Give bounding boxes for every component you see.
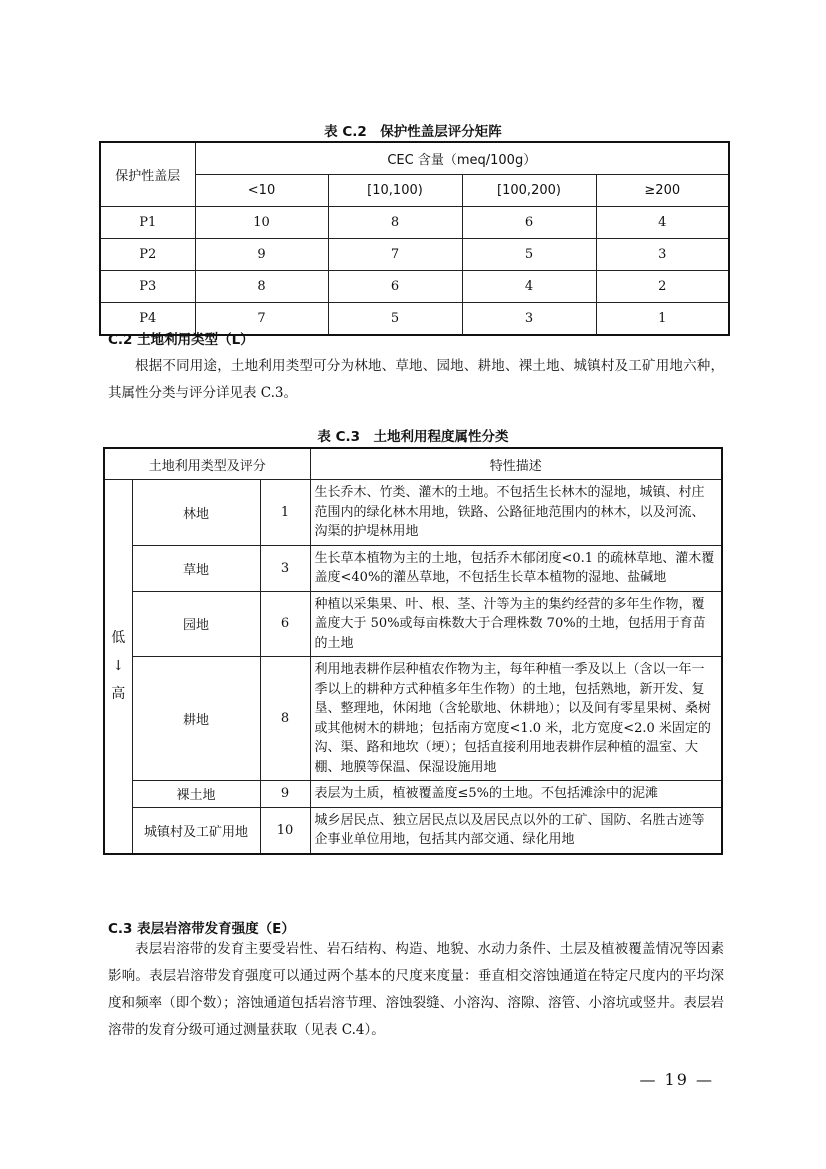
section-c2-paragraph: 根据不同用途，土地利用类型可分为林地、草地、园地、耕地、裸土地、城镇村及工矿用地六种，其属性分类与评分详见表 C.3。 [108,358,724,401]
table-row [100,207,729,239]
land-type: 草地 [132,545,260,591]
table-row [100,271,729,303]
cell-value: 7 [328,239,462,271]
cell-value: 6 [462,207,596,239]
table-row [104,807,722,854]
table-row [104,480,722,546]
table-row [104,545,722,591]
land-score: 10 [260,807,310,854]
land-type: 城镇村及工矿用地 [132,807,260,854]
page-number: — 19 — [639,1070,714,1089]
cell-value: 3 [462,303,596,336]
section-c3-paragraph: 表层岩溶带的发育主要受岩性、岩石结构、构造、地貌、水动力条件、土层及植被覆盖情况等因素影响。表层岩溶带发育强度可以通过两个基本的尺度来度量：垂直相交溶蚀通道在特定尺度内的平均深度和频率（即个数）；溶蚀通道包括岩溶节理、溶蚀裂缝、小溶沟、溶隙、溶管、小溶坑或竖井。表层岩溶带的发育分级可通过测量获取（见表 C.4）。 [108,941,724,1038]
table-c3-header-left: 土地利用类型及评分 [104,448,310,480]
table-c3-header-right: 特性描述 [310,448,722,480]
scale-column [104,480,132,854]
land-type: 耕地 [132,657,260,781]
table-c2-caption: 表 C.2 保护性盖层评分矩阵 [324,124,502,140]
table-c2 [99,141,730,336]
table-row [104,591,722,657]
land-score: 9 [260,781,310,808]
cell-value: 1 [596,303,729,336]
section-c3-heading: C.3 表层岩溶带发育强度（E） [108,921,295,937]
cell-value: 5 [462,239,596,271]
land-description: 生长乔木、竹类、灌木的土地。不包括生长林木的湿地，城镇、村庄范围内的绿化林木用地，铁路、公路征地范围内的林木，以及河流、沟渠的护堤林用地 [310,480,722,546]
row-label: P4 [100,303,195,336]
section-c2-heading: C.2 土地利用类型（L） [108,332,254,348]
row-label: P3 [100,271,195,303]
cell-value: 8 [328,207,462,239]
land-score: 6 [260,591,310,657]
scale-arrow-icon: ↓ [112,658,125,675]
land-score: 8 [260,657,310,781]
table-row [104,657,722,781]
scale-high-label: 高 [111,686,126,703]
land-type: 裸土地 [132,781,260,808]
table-c2-col-header: ≥200 [596,175,729,207]
land-description: 生长草本植物为主的土地，包括乔木郁闭度<0.1 的疏林草地、灌木覆盖度<40%的灌丛草地，不包括生长草本植物的湿地、盐碱地 [310,545,722,591]
cell-value: 4 [462,271,596,303]
cell-value: 10 [195,207,328,239]
scale-low-label: 低 [111,630,126,647]
land-description: 利用地表耕作层种植农作物为主，每年种植一季及以上（含以一年一季以上的耕种方式种植多年生作物）的土地，包括熟地，新开发、复垦、整理地，休闲地（含轮歇地、休耕地）；以及间有零星果树、桑树或其他树木的耕地；包括南方宽度<1.0 米，北方宽度<2.0 米固定的沟、渠、路和地坎（埂）；包括直接利用地表耕作层种植的温室、大棚、地膜等保温、保湿设施用地 [310,657,722,781]
row-label: P2 [100,239,195,271]
table-c3-caption: 表 C.3 土地利用程度属性分类 [317,429,509,445]
land-description: 表层为土质，植被覆盖度≤5%的土地。不包括滩涂中的泥滩 [310,781,722,808]
table-c2-col-header: [100,200) [462,175,596,207]
land-type: 林地 [132,480,260,546]
land-score: 1 [260,480,310,546]
cell-value: 3 [596,239,729,271]
land-score: 3 [260,545,310,591]
table-row [100,239,729,271]
land-description: 城乡居民点、独立居民点以及居民点以外的工矿、国防、名胜古迹等企事业单位用地，包括其内部交通、绿化用地 [310,807,722,854]
table-c2-row-header: 保护性盖层 [100,142,195,207]
table-c2-col-header: <10 [195,175,328,207]
table-c2-col-header: [10,100) [328,175,462,207]
row-label: P1 [100,207,195,239]
table-c3 [103,447,723,855]
cell-value: 8 [195,271,328,303]
land-type: 园地 [132,591,260,657]
table-row [104,781,722,808]
table-c2-group-header: CEC 含量（meq/100g） [195,142,729,175]
cell-value: 7 [195,303,328,336]
cell-value: 9 [195,239,328,271]
cell-value: 4 [596,207,729,239]
cell-value: 2 [596,271,729,303]
cell-value: 6 [328,271,462,303]
land-description: 种植以采集果、叶、根、茎、汁等为主的集约经营的多年生作物，覆盖度大于 50%或每亩株数大于合理株数 70%的土地，包括用于育苗的土地 [310,591,722,657]
cell-value: 5 [328,303,462,336]
